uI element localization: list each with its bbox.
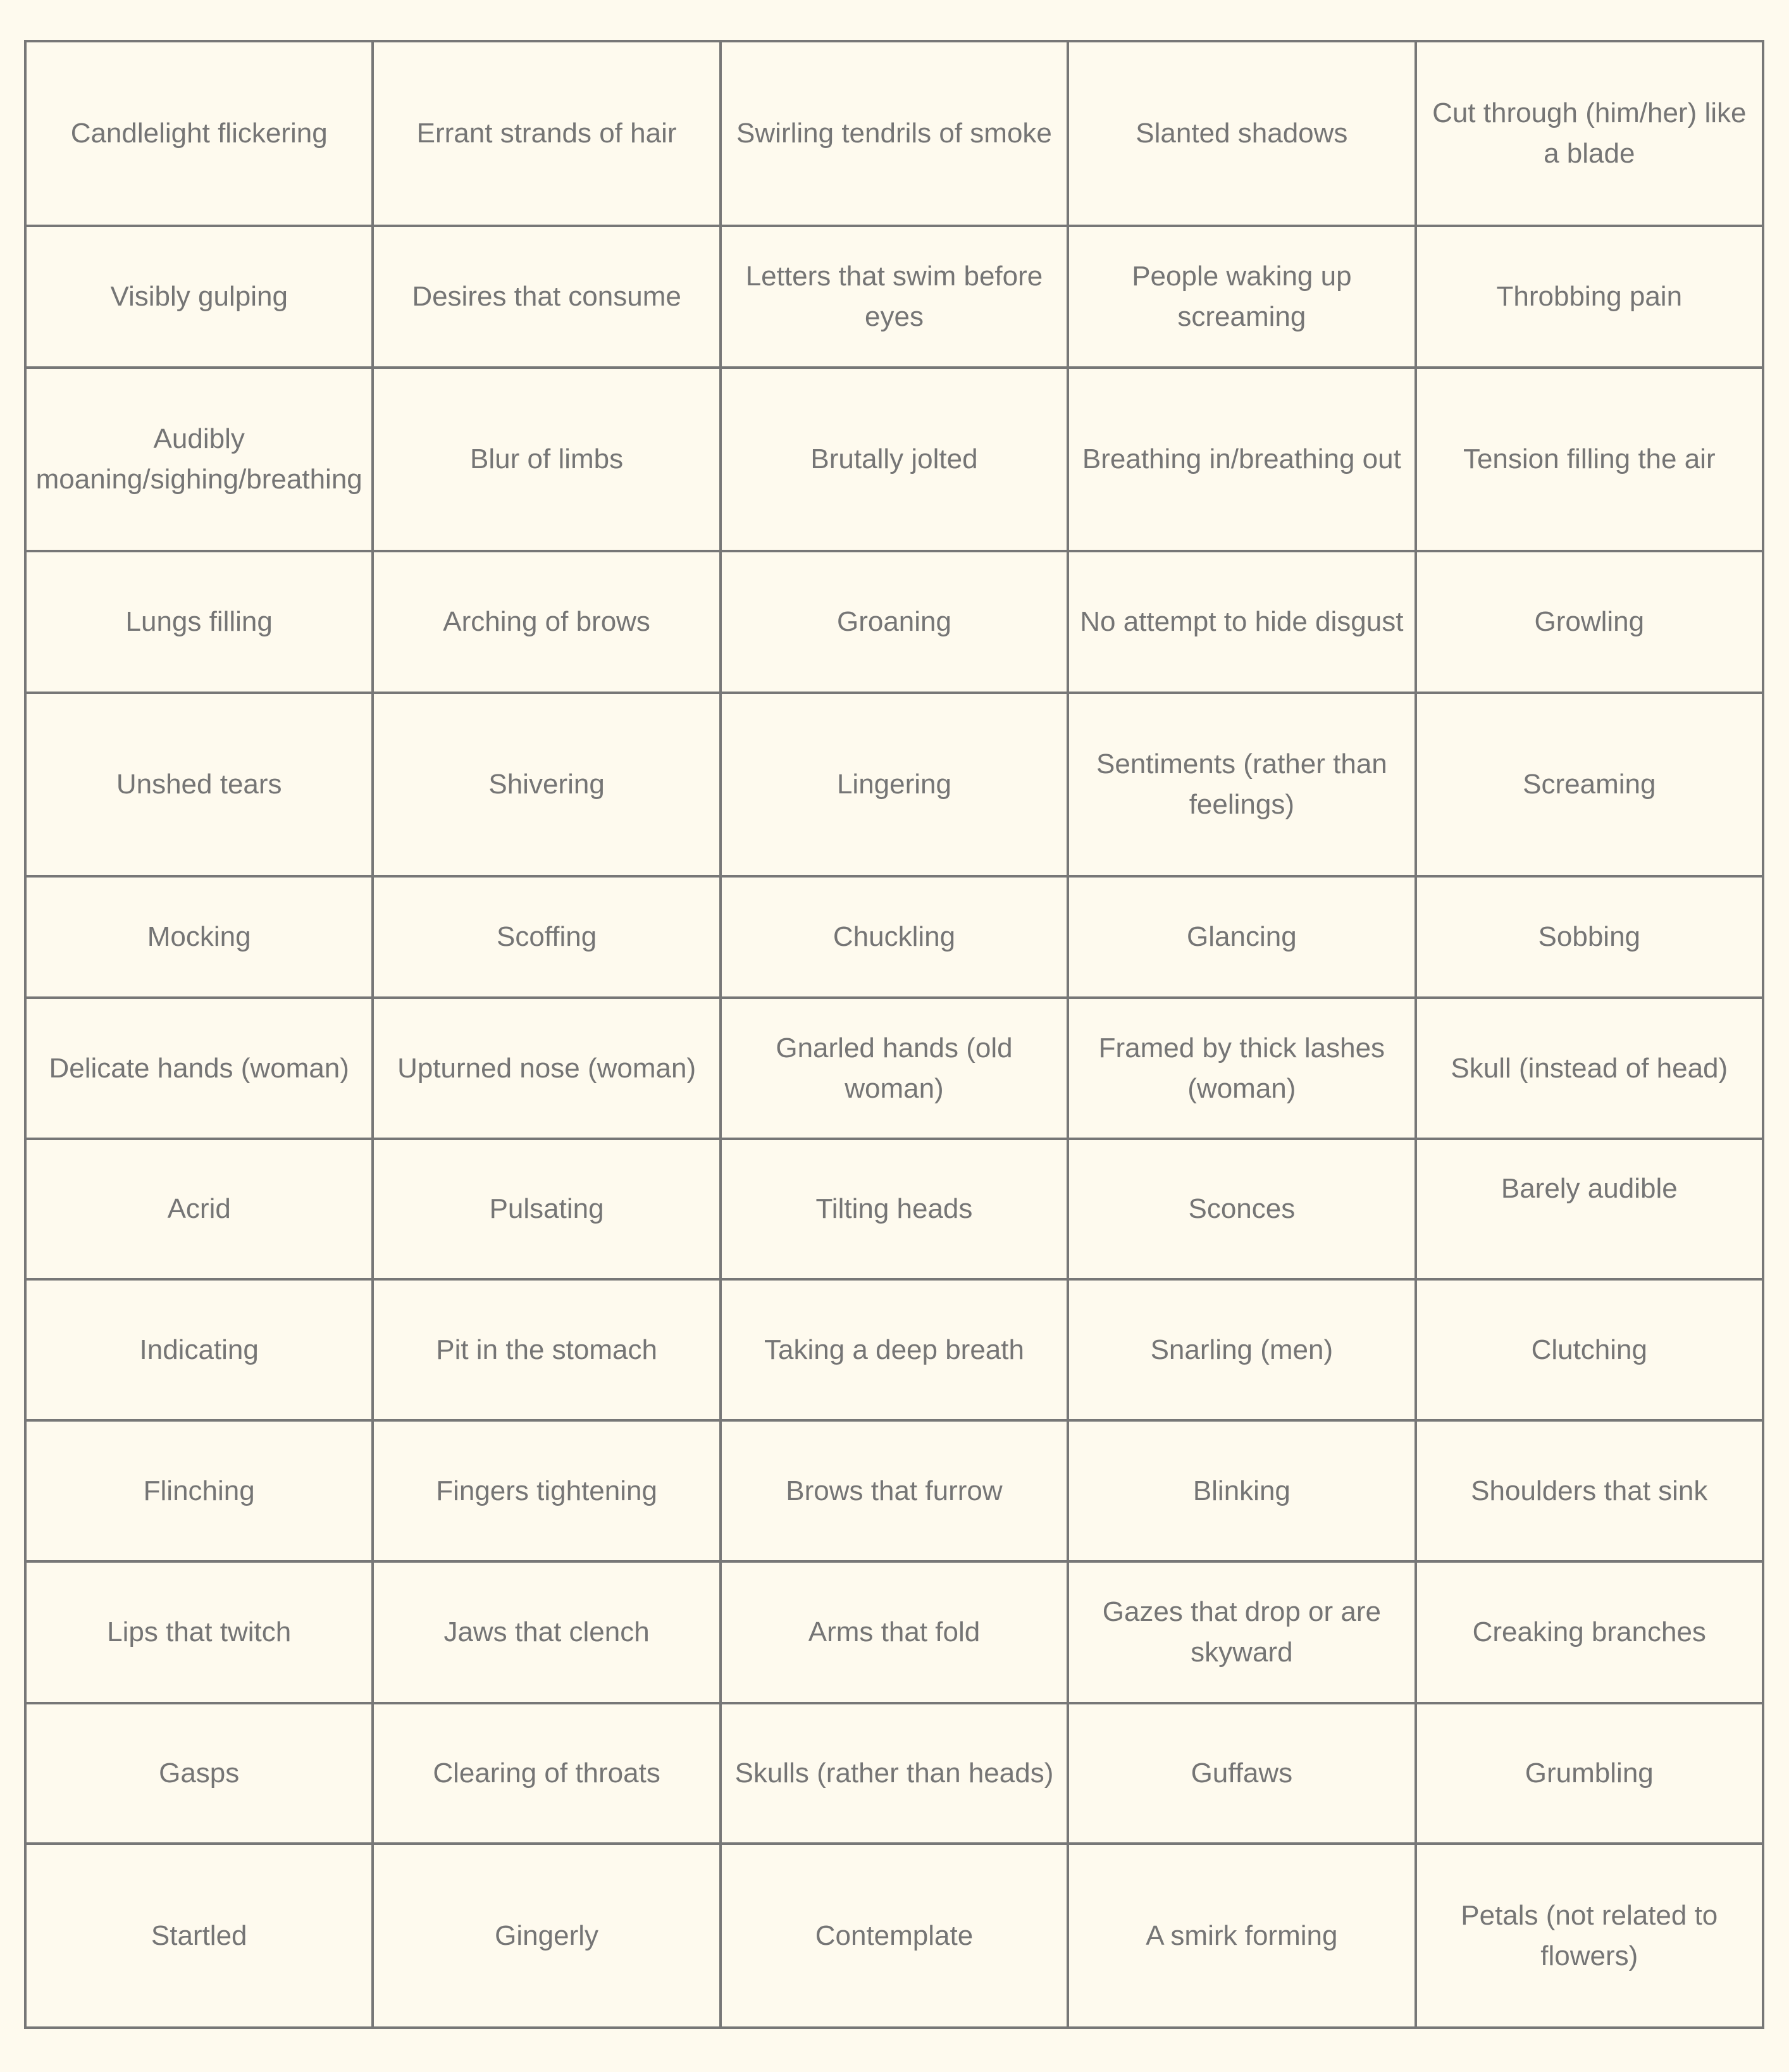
table-cell: Guffaws xyxy=(1068,1703,1415,1844)
table-row xyxy=(25,551,1763,693)
table-cell: Flinching xyxy=(25,1420,373,1561)
table-row xyxy=(25,226,1763,368)
table-cell: Creaking branches xyxy=(1416,1561,1763,1703)
table-cell: Indicating xyxy=(25,1279,373,1420)
table-row xyxy=(25,1703,1763,1844)
table-cell: Arching of brows xyxy=(373,551,720,693)
table-cell: Sobbing xyxy=(1416,876,1763,998)
table-cell: Candlelight flickering xyxy=(25,41,373,226)
table-cell: Tension filling the air xyxy=(1416,368,1763,551)
table-row xyxy=(25,1139,1763,1279)
table-cell: Sconces xyxy=(1068,1139,1415,1279)
table-row xyxy=(25,876,1763,998)
table-cell: Shoulders that sink xyxy=(1416,1420,1763,1561)
table-cell: Arms that fold xyxy=(721,1561,1068,1703)
table-cell: Snarling (men) xyxy=(1068,1279,1415,1420)
table-cell: Errant strands of hair xyxy=(373,41,720,226)
table-cell: Gingerly xyxy=(373,1844,720,2028)
table-cell: Unshed tears xyxy=(25,693,373,876)
table-cell: Blur of limbs xyxy=(373,368,720,551)
table-cell: Delicate hands (woman) xyxy=(25,998,373,1139)
table-cell: Tilting heads xyxy=(721,1139,1068,1279)
table-cell: Lips that twitch xyxy=(25,1561,373,1703)
table-cell: Fingers tightening xyxy=(373,1420,720,1561)
table-cell: Sentiments (rather than feelings) xyxy=(1068,693,1415,876)
table-cell: Skulls (rather than heads) xyxy=(721,1703,1068,1844)
table-cell: Taking a deep breath xyxy=(721,1279,1068,1420)
table-cell: Clearing of throats xyxy=(373,1703,720,1844)
table-cell: Framed by thick lashes (woman) xyxy=(1068,998,1415,1139)
table-cell: Swirling tendrils of smoke xyxy=(721,41,1068,226)
table-cell: Growling xyxy=(1416,551,1763,693)
table-cell: Pit in the stomach xyxy=(373,1279,720,1420)
table-cell: Skull (instead of head) xyxy=(1416,998,1763,1139)
table-cell: Lingering xyxy=(721,693,1068,876)
table-cell: Upturned nose (woman) xyxy=(373,998,720,1139)
table-row xyxy=(25,1561,1763,1703)
table-cell: Jaws that clench xyxy=(373,1561,720,1703)
table-cell: Contemplate xyxy=(721,1844,1068,2028)
table-row xyxy=(25,693,1763,876)
table-cell: Groaning xyxy=(721,551,1068,693)
table-row xyxy=(25,1420,1763,1561)
table-cell: Screaming xyxy=(1416,693,1763,876)
table-cell: People waking up screaming xyxy=(1068,226,1415,368)
table-row xyxy=(25,368,1763,551)
table-cell: Clutching xyxy=(1416,1279,1763,1420)
table-cell: Shivering xyxy=(373,693,720,876)
table-cell-text: Barely audible xyxy=(1501,1173,1678,1204)
table-cell: Mocking xyxy=(25,876,373,998)
table-cell: Gasps xyxy=(25,1703,373,1844)
table-row xyxy=(25,41,1763,226)
table-cell: Brutally jolted xyxy=(721,368,1068,551)
table-cell: Pulsating xyxy=(373,1139,720,1279)
table-cell: Startled xyxy=(25,1844,373,2028)
table-cell: Lungs filling xyxy=(25,551,373,693)
table-cell xyxy=(1416,1139,1763,1279)
phrase-grid-body xyxy=(25,41,1763,2028)
table-cell: Glancing xyxy=(1068,876,1415,998)
table-cell: Breathing in/breathing out xyxy=(1068,368,1415,551)
table-cell: Scoffing xyxy=(373,876,720,998)
table-row xyxy=(25,1844,1763,2028)
table-row xyxy=(25,1279,1763,1420)
table-cell: Brows that furrow xyxy=(721,1420,1068,1561)
table-cell: Letters that swim before eyes xyxy=(721,226,1068,368)
table-cell: Blinking xyxy=(1068,1420,1415,1561)
table-cell: Cut through (him/her) like a blade xyxy=(1416,41,1763,226)
table-cell: No attempt to hide disgust xyxy=(1068,551,1415,693)
table-row xyxy=(25,998,1763,1139)
empty-line-spacer xyxy=(1423,1209,1755,1250)
table-cell: Petals (not related to flowers) xyxy=(1416,1844,1763,2028)
table-cell: Acrid xyxy=(25,1139,373,1279)
table-cell: Visibly gulping xyxy=(25,226,373,368)
phrase-grid-table xyxy=(24,40,1764,2029)
table-cell: Slanted shadows xyxy=(1068,41,1415,226)
table-cell: Chuckling xyxy=(721,876,1068,998)
table-cell: Gazes that drop or are skyward xyxy=(1068,1561,1415,1703)
table-cell: Gnarled hands (old woman) xyxy=(721,998,1068,1139)
table-cell: A smirk forming xyxy=(1068,1844,1415,2028)
table-cell: Desires that consume xyxy=(373,226,720,368)
table-cell: Throbbing pain xyxy=(1416,226,1763,368)
table-cell: Audibly moaning/sighing/breathing xyxy=(25,368,373,551)
table-cell: Grumbling xyxy=(1416,1703,1763,1844)
